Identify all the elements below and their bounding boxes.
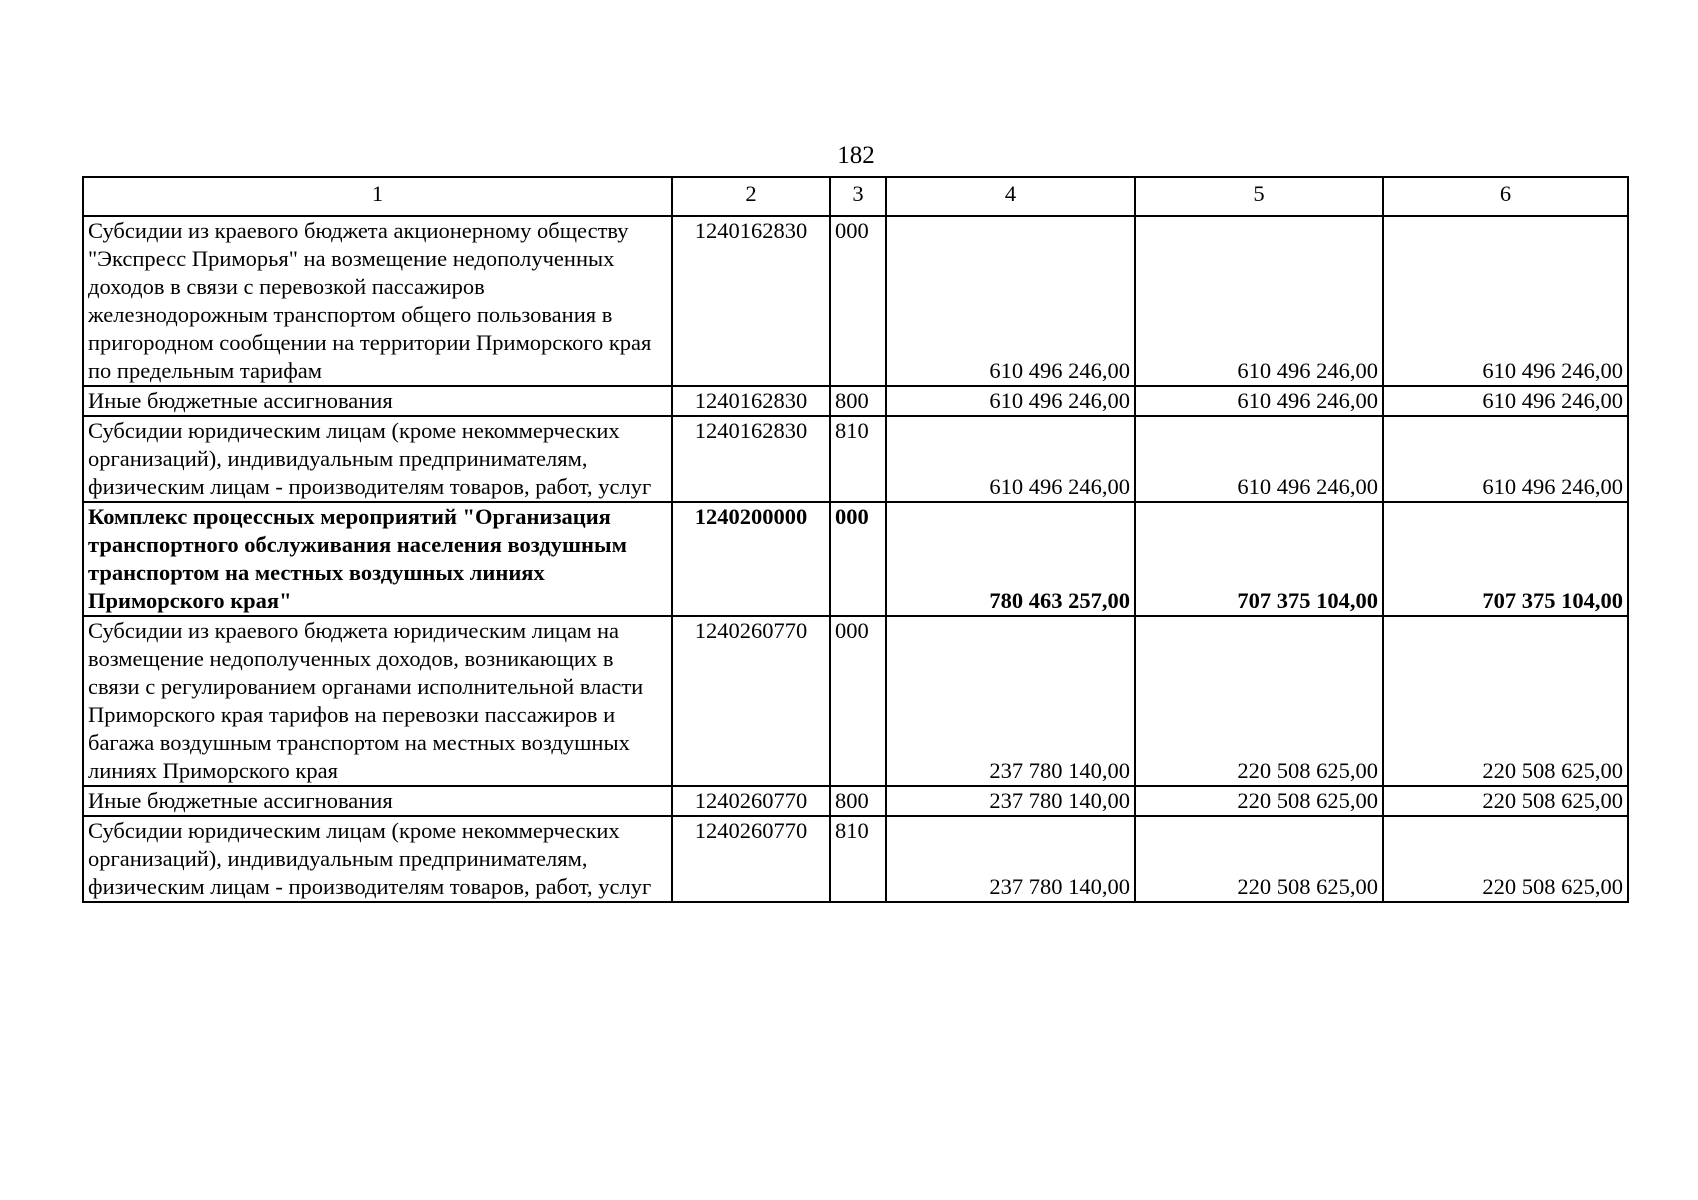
row-amount-6: 610 496 246,00 <box>1383 416 1628 502</box>
row-code: 1240200000 <box>672 502 830 616</box>
table-row <box>83 816 1628 902</box>
row-amount-6: 220 508 625,00 <box>1383 616 1628 786</box>
row-code: 1240162830 <box>672 216 830 386</box>
row-amount-5: 610 496 246,00 <box>1135 416 1383 502</box>
row-amount-4: 610 496 246,00 <box>886 416 1135 502</box>
header-cell: 2 <box>672 177 830 216</box>
row-amount-4: 780 463 257,00 <box>886 502 1135 616</box>
header-cell: 4 <box>886 177 1135 216</box>
row-name: Иные бюджетные ассигнования <box>83 786 672 816</box>
row-amount-5: 707 375 104,00 <box>1135 502 1383 616</box>
row-code: 1240162830 <box>672 386 830 416</box>
row-kind: 800 <box>830 386 886 416</box>
row-code: 1240260770 <box>672 786 830 816</box>
table-row <box>83 216 1628 386</box>
row-name: Комплекс процессных мероприятий "Организация транспортного обслуживания населения воздушным транспортом на местных воздушных линиях Приморского края" <box>83 502 672 616</box>
row-name: Субсидии юридическим лицам (кроме некоммерческих организаций), индивидуальным предпринимателям, физическим лицам - производителям товаров, работ, услуг <box>83 416 672 502</box>
row-kind: 810 <box>830 416 886 502</box>
row-amount-5: 220 508 625,00 <box>1135 786 1383 816</box>
row-amount-4: 610 496 246,00 <box>886 216 1135 386</box>
row-amount-4: 237 780 140,00 <box>886 816 1135 902</box>
row-name: Иные бюджетные ассигнования <box>83 386 672 416</box>
row-kind: 000 <box>830 502 886 616</box>
row-amount-5: 220 508 625,00 <box>1135 616 1383 786</box>
row-kind: 800 <box>830 786 886 816</box>
row-amount-5: 610 496 246,00 <box>1135 386 1383 416</box>
table-row <box>83 416 1628 502</box>
row-name: Субсидии из краевого бюджета юридическим лицам на возмещение недополученных доходов, возникающих в связи с регулированием органами исполнительной власти Приморского края тарифов на перевозки пассажиров и багажа воздушным транспортом на местных воздушных линиях Приморского края <box>83 616 672 786</box>
row-amount-4: 610 496 246,00 <box>886 386 1135 416</box>
row-amount-6: 610 496 246,00 <box>1383 386 1628 416</box>
row-code: 1240162830 <box>672 416 830 502</box>
row-amount-6: 220 508 625,00 <box>1383 786 1628 816</box>
row-amount-5: 220 508 625,00 <box>1135 816 1383 902</box>
row-kind: 000 <box>830 616 886 786</box>
row-name: Субсидии из краевого бюджета акционерному обществу "Экспресс Приморья" на возмещение недополученных доходов в связи с перевозкой пассажиров железнодорожным транспортом общего пользования в пригородном сообщении на территории Приморского края по предельным тарифам <box>83 216 672 386</box>
row-amount-6: 220 508 625,00 <box>1383 816 1628 902</box>
header-cell: 1 <box>83 177 672 216</box>
header-cell: 6 <box>1383 177 1628 216</box>
header-cell: 5 <box>1135 177 1383 216</box>
table-row <box>83 386 1628 416</box>
header-cell: 3 <box>830 177 886 216</box>
page-number: 182 <box>837 142 875 169</box>
table-header-row <box>83 177 1628 216</box>
budget-table <box>82 176 1629 903</box>
table-row-bold <box>83 502 1628 616</box>
row-amount-4: 237 780 140,00 <box>886 616 1135 786</box>
row-kind: 000 <box>830 216 886 386</box>
row-kind: 810 <box>830 816 886 902</box>
row-code: 1240260770 <box>672 816 830 902</box>
table-row <box>83 616 1628 786</box>
row-amount-6: 707 375 104,00 <box>1383 502 1628 616</box>
table-row <box>83 786 1628 816</box>
row-name: Субсидии юридическим лицам (кроме некоммерческих организаций), индивидуальным предпринимателям, физическим лицам - производителям товаров, работ, услуг <box>83 816 672 902</box>
row-amount-4: 237 780 140,00 <box>886 786 1135 816</box>
row-amount-5: 610 496 246,00 <box>1135 216 1383 386</box>
row-code: 1240260770 <box>672 616 830 786</box>
row-amount-6: 610 496 246,00 <box>1383 216 1628 386</box>
